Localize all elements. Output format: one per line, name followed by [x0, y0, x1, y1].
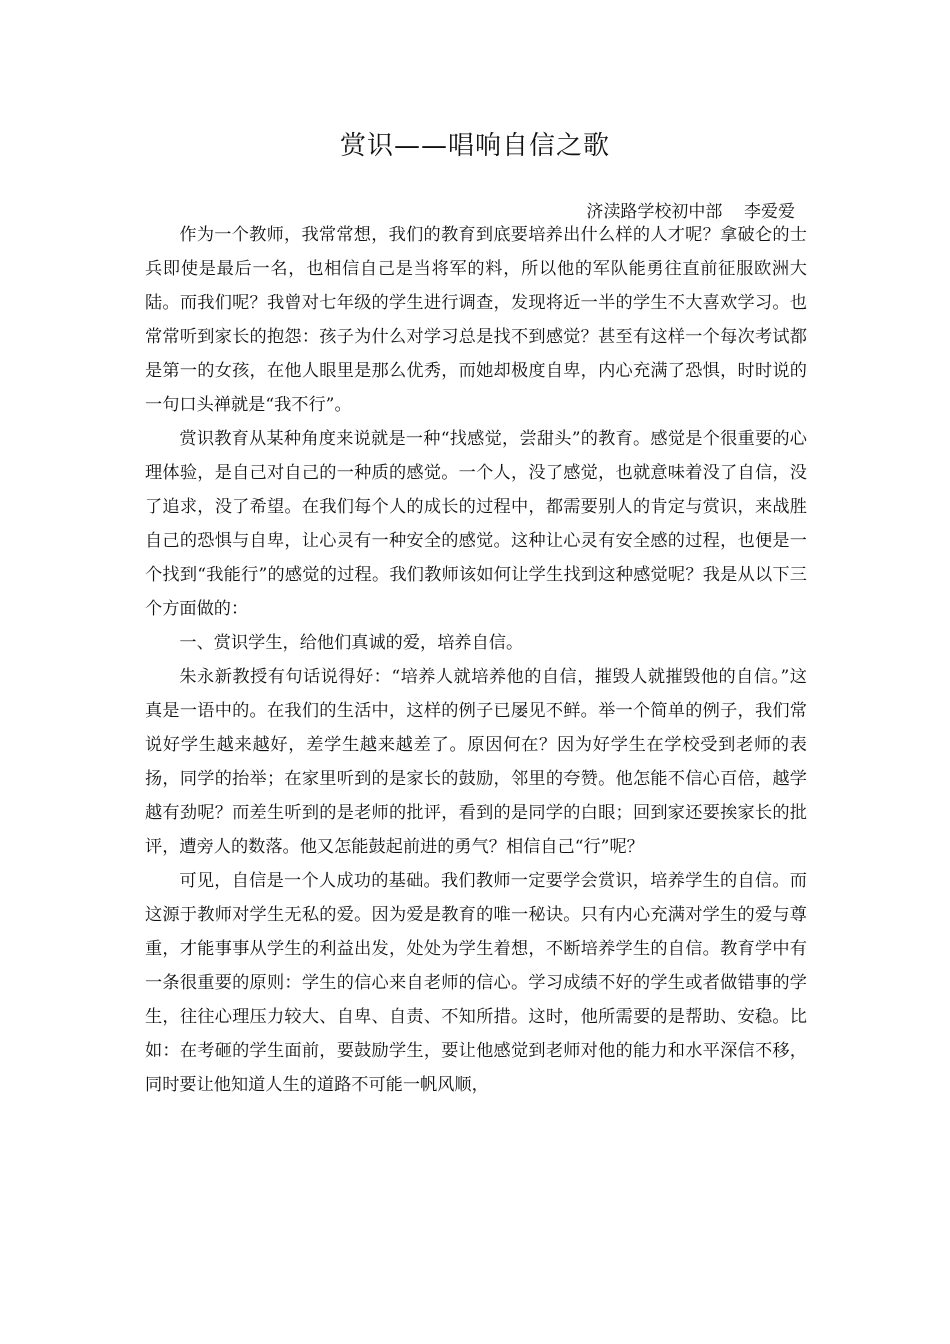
section-heading-one: 一、赏识学生，给他们真诚的爱，培养自信。 — [179, 633, 524, 653]
paragraph-appreciation-education: 赏识教育从某种角度来说就是一种“找感觉，尝甜头”的教育。感觉是个很重要的心理体验，是自己对自己的一种质的感觉。一个人，没了感觉，也就意味着没了自信，没了追求，没了希望。在我们每个人的成长的过程中，都需要别人的肯定与赏识，来战胜自己的恐惧与自卑，让心灵有一种安全的感觉。这种让心灵有安全感的过程，也便是一个找到“我能行”的感觉的过程。我们教师该如何让学生找到这种感觉呢？我是从以下三个方面做的： — [145, 429, 807, 619]
paragraph-intro: 作为一个教师，我常常想，我们的教育到底要培养出什么样的人才呢？拿破仑的士兵即使是最后一名，也相信自己是当将军的料，所以他的军队能勇往直前征服欧洲大陆。而我们呢？我曾对七年级的学生进行调查，发现将近一半的学生不大喜欢学习。也常常听到家长的抱怨：孩子为什么对学习总是找不到感觉？甚至有这样一个每次考试都是第一的女孩，在他人眼里是那么优秀，而她却极度自卑，内心充满了恐惧，时时说的一句口头禅就是“我不行”。 — [145, 225, 807, 415]
paragraph-confidence-foundation: 可见，自信是一个人成功的基础。我们教师一定要学会赏识，培养学生的自信。而这源于教师对学生无私的爱。因为爱是教育的唯一秘诀。只有内心充满对学生的爱与尊重，才能事事从学生的利益出发，处处为学生着想，不断培养学生的自信。教育学中有一条很重要的原则：学生的信心来自老师的信心。学习成绩不好的学生或者做错事的学生，往往心理压力较大、自卑、自责、不知所措。这时，他所需要的是帮助、安稳。比如：在考砸的学生面前，要鼓励学生，要让他感觉到老师对他的能力和水平深信不移，同时要让他知道人生的道路不可能一帆风顺， — [145, 871, 807, 1095]
document-title: 赏识——唱响自信之歌 — [339, 131, 610, 161]
document-body — [145, 218, 807, 1102]
author-byline: 济渎路学校初中部 李爱爱 — [586, 202, 795, 222]
paragraph-zhu-yongxin-quote: 朱永新教授有句话说得好：“培养人就培养他的自信，摧毁人就摧毁他的自信。”这真是一语中的。在我们的生活中，这样的例子已屡见不鲜。举一个简单的例子，我们常说好学生越来越好，差学生越来越差了。原因何在？因为好学生在学校受到老师的表扬，同学的抬举；在家里听到的是家长的鼓励，邻里的夸赞。他怎能不信心百倍，越学越有劲呢？而差生听到的是老师的批评，看到的是同学的白眼；回到家还要挨家长的批评，遭旁人的数落。他又怎能鼓起前进的勇气？相信自己“行”呢？ — [145, 667, 807, 857]
